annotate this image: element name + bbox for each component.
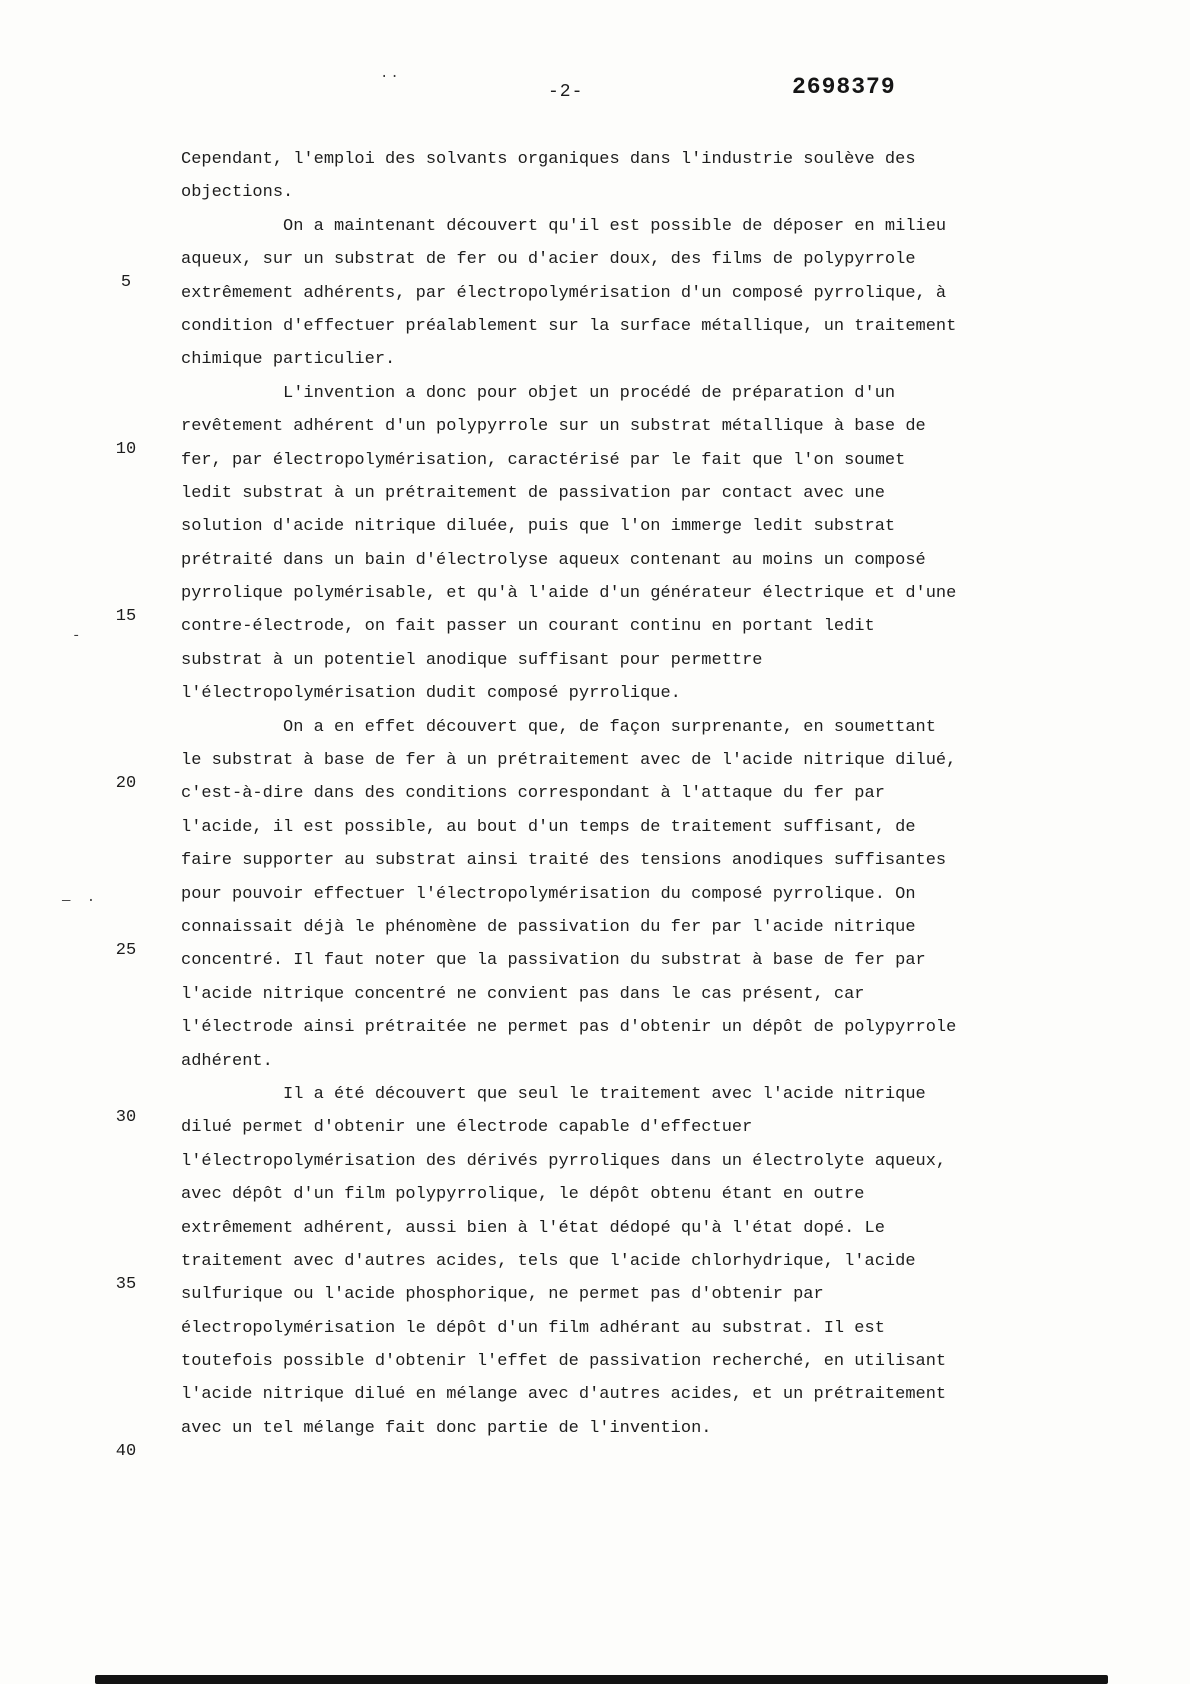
- page-number: -2-: [548, 82, 584, 102]
- scan-artifact-mark: — ·: [62, 893, 100, 909]
- text-line: chimique particulier.: [181, 350, 396, 370]
- text-line: pour pouvoir effectuer l'électropolymérisation du composé pyrrolique. On: [181, 884, 916, 904]
- text-line: l'électrode ainsi prétraitée ne permet pas d'obtenir un dépôt de polypyrrole: [181, 1018, 957, 1038]
- text-line: On a maintenant découvert qu'il est possible de déposer en milieu: [181, 216, 947, 236]
- text-line: avec un tel mélange fait donc partie de l'invention.: [181, 1418, 712, 1438]
- scan-artifact-dots: ..: [380, 66, 401, 82]
- text-line: fer, par électropolymérisation, caractérisé par le fait que l'on soumet: [181, 450, 906, 470]
- text-line: électropolymérisation le dépôt d'un film adhérant au substrat. Il est: [181, 1318, 885, 1338]
- text-line: objections.: [181, 183, 294, 203]
- text-line: pyrrolique polymérisable, et qu'à l'aide d'un générateur électrique et d'une: [181, 584, 957, 604]
- line-number: 30: [115, 1107, 137, 1127]
- text-line: sulfurique ou l'acide phosphorique, ne permet pas d'obtenir par: [181, 1285, 824, 1305]
- text-line: contre-électrode, on fait passer un courant continu en portant ledit: [181, 617, 875, 637]
- text-line: faire supporter au substrat ainsi traité des tensions anodiques suffisantes: [181, 851, 947, 871]
- line-number: 20: [115, 773, 137, 793]
- text-line: revêtement adhérent d'un polypyrrole sur un substrat métallique à base de: [181, 417, 926, 437]
- text-line: dilué permet d'obtenir une électrode capable d'effectuer: [181, 1118, 753, 1138]
- text-line: traitement avec d'autres acides, tels que l'acide chlorhydrique, l'acide: [181, 1251, 916, 1271]
- text-line: l'acide nitrique concentré ne convient pas dans le cas présent, car: [181, 984, 865, 1004]
- text-line: adhérent.: [181, 1051, 273, 1071]
- text-line: l'électropolymérisation des dérivés pyrroliques dans un électrolyte aqueux,: [181, 1151, 947, 1171]
- text-line: concentré. Il faut noter que la passivation du substrat à base de fer par: [181, 951, 926, 971]
- text-line: prétraité dans un bain d'électrolyse aqueux contenant au moins un composé: [181, 550, 926, 570]
- text-line: extrêmement adhérent, aussi bien à l'état dédopé qu'à l'état dopé. Le: [181, 1218, 885, 1238]
- patent-number: 2698379: [792, 74, 896, 100]
- text-line: Cependant, l'emploi des solvants organiques dans l'industrie soulève des: [181, 150, 916, 169]
- text-line: l'électropolymérisation dudit composé pyrrolique.: [181, 684, 681, 704]
- text-line: ledit substrat à un prétraitement de passivation par contact avec une: [181, 483, 885, 503]
- text-line: solution d'acide nitrique diluée, puis que l'on immerge ledit substrat: [181, 517, 896, 537]
- text-line: connaissait déjà le phénomène de passivation du fer par l'acide nitrique: [181, 917, 916, 937]
- scan-artifact-dash: -: [72, 628, 81, 644]
- text-line: On a en effet découvert que, de façon surprenante, en soumettant: [181, 717, 936, 737]
- text-line: substrat à un potentiel anodique suffisant pour permettre: [181, 650, 763, 670]
- line-number: 15: [115, 606, 137, 626]
- text-line: toutefois possible d'obtenir l'effet de passivation recherché, en utilisant: [181, 1352, 947, 1372]
- text-line: le substrat à base de fer à un prétraitement avec de l'acide nitrique dilué,: [181, 751, 957, 771]
- document-lines: [181, 143, 956, 1445]
- text-line: extrêmement adhérents, par électropolymérisation d'un composé pyrrolique, à: [181, 283, 947, 303]
- line-number: 25: [115, 940, 137, 960]
- text-line: l'acide nitrique dilué en mélange avec d'autres acides, et un prétraitement: [181, 1385, 947, 1405]
- text-line: condition d'effectuer préalablement sur la surface métallique, un traitement: [181, 316, 957, 336]
- text-line: L'invention a donc pour objet un procédé de préparation d'un: [181, 383, 896, 403]
- line-number: 5: [120, 272, 132, 292]
- line-number: 10: [115, 439, 137, 459]
- text-line: Il a été découvert que seul le traitement avec l'acide nitrique: [181, 1084, 926, 1104]
- text-line: avec dépôt d'un film polypyrrolique, le dépôt obtenu étant en outre: [181, 1185, 865, 1205]
- scan-edge-bar: [95, 1675, 1108, 1684]
- text-line: aqueux, sur un substrat de fer ou d'acier doux, des films de polypyrrole: [181, 250, 916, 270]
- line-number: 40: [115, 1441, 137, 1461]
- text-line: c'est-à-dire dans des conditions correspondant à l'attaque du fer par: [181, 784, 885, 804]
- text-line: l'acide, il est possible, au bout d'un temps de traitement suffisant, de: [181, 817, 916, 837]
- line-number: 35: [115, 1274, 137, 1294]
